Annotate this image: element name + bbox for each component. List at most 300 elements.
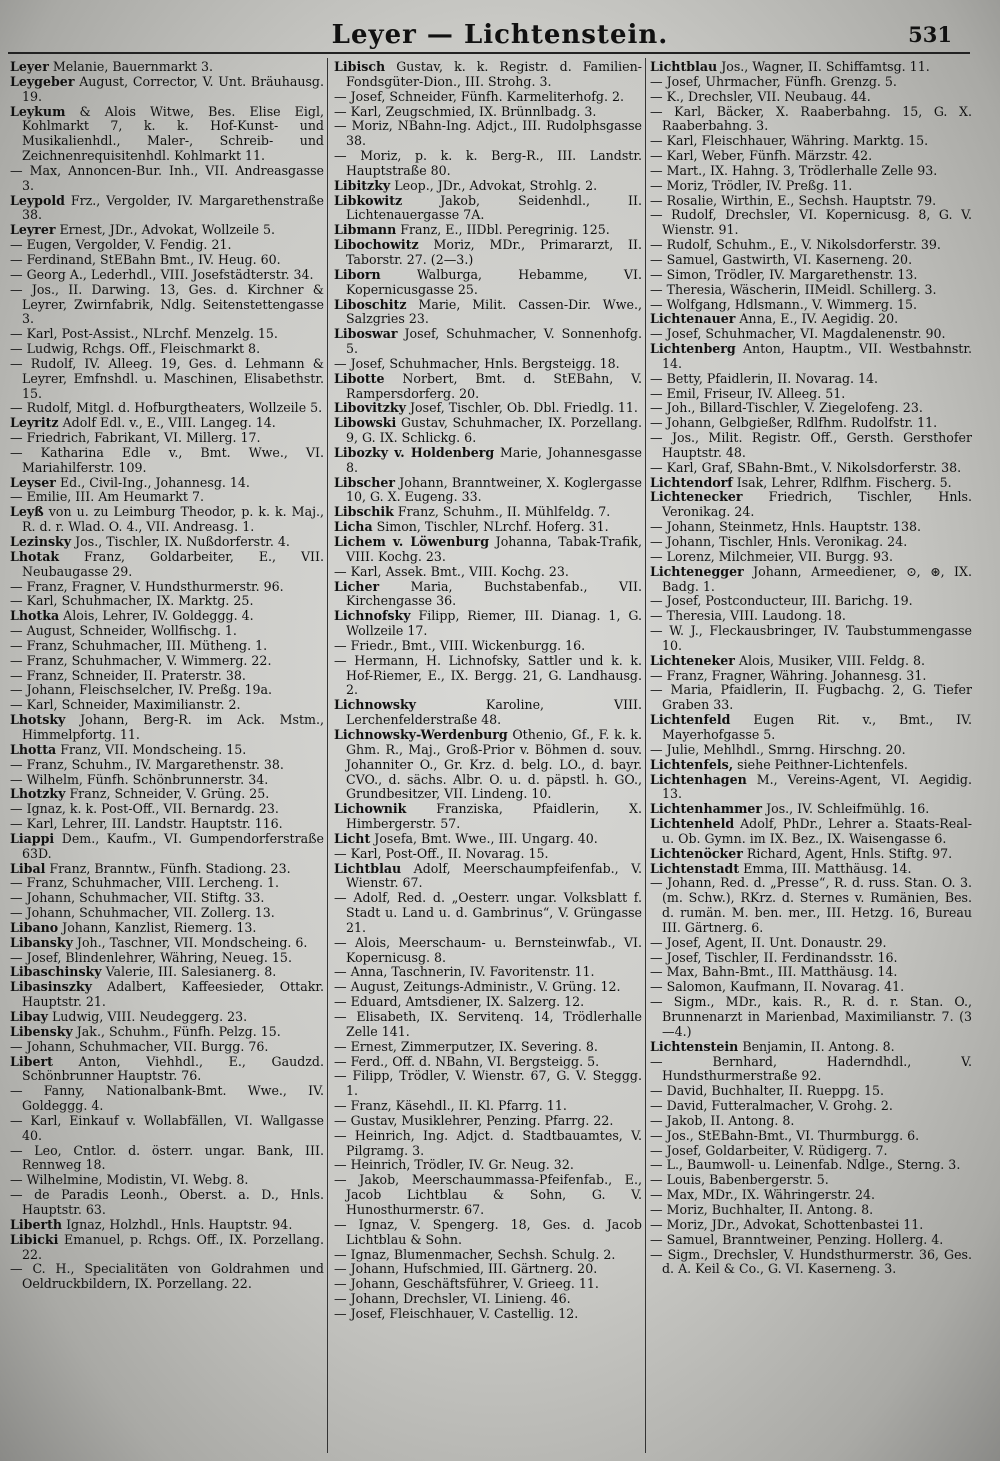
entry-details: Anna, E., IV. Aegidig. 20. <box>735 311 899 327</box>
directory-entry <box>650 1129 972 1144</box>
directory-entry <box>334 862 642 892</box>
entry-details: Isak, Lehrer, Rdlfhm. Fischerg. 5. <box>732 474 952 490</box>
directory-entry <box>334 980 642 995</box>
entry-details: Johann, Branntweiner, X. Koglergasse 10, G. X. Eugeng. 33. <box>346 474 642 505</box>
entry-details: — Bernhard, Haderndhdl., V. Hundsthurmerstraße 92. <box>650 1053 972 1084</box>
entry-details: Josef, Tischler, Ob. Dbl. Friedlg. 11. <box>405 400 638 416</box>
entry-details: — Jos., Milit. Registr. Off., Gersth. Gersthofer Hauptstr. 48. <box>650 430 972 460</box>
entry-details: — Josef, Fleischhauer, V. Castellig. 12. <box>334 1305 579 1321</box>
directory-entry <box>334 1307 642 1322</box>
directory-entry <box>650 624 972 654</box>
entry-details: Johann, Kanzlist, Riemerg. 13. <box>58 919 257 935</box>
entry-details: — Mart., IX. Hahng. 3, Trödlerhalle Zelle 93. <box>650 162 938 178</box>
directory-entry <box>650 565 972 595</box>
entry-details: & Alois Witwe, Bes. Elise Eigl, Kohlmarkt 7, k. k. Hof-Kunst- und Musikalienhdl., Maler-, Schreib- und Zeichnenrequisitenhdl. Kohlmarkt 11. <box>22 103 324 164</box>
entry-details: — Samuel, Gastwirth, VI. Kaserneng. 20. <box>650 251 913 267</box>
entry-details: — de Paradis Leonh., Oberst. a. D., Hnls. Hauptstr. 63. <box>10 1187 324 1217</box>
column-1 <box>10 60 324 1455</box>
directory-entry <box>10 1144 324 1174</box>
entry-details: — Franz, Schuhm., IV. Margarethenstr. 38. <box>10 756 284 772</box>
entry-details: — Jakob, II. Antong. 8. <box>650 1112 795 1128</box>
entry-details: — Josef, Postconducteur, III. Barichg. 19. <box>650 593 913 609</box>
entry-details: — Johann, Geschäftsführer, V. Grieeg. 11. <box>334 1276 599 1292</box>
entry-surname: Lichtenegger <box>650 563 744 579</box>
directory-entry <box>650 1248 972 1278</box>
entry-details: — Sigm., MDr., kais. R., R. d. r. Stan. O., Brunnenarzt in Marienbad, Maximilianstr. 7. (3—4.) <box>650 994 972 1039</box>
entry-details: — Karl, Post-Assist., NLrchf. Menzelg. 15. <box>10 326 278 342</box>
entry-details: — Karl, Schuhmacher, IX. Marktg. 25. <box>10 593 254 609</box>
entry-details: Melanie, Bauernmarkt 3. <box>48 60 213 74</box>
entry-details: Frz., Vergolder, IV. Margarethenstraße 38. <box>22 192 324 223</box>
entry-details: — L., Baumwoll- u. Leinenfab. Ndlge., Sterng. 3. <box>650 1157 961 1173</box>
directory-entry <box>650 1158 972 1173</box>
directory-entry <box>10 758 324 773</box>
directory-entry <box>10 1218 324 1233</box>
directory-entry <box>650 862 972 877</box>
directory-entry <box>334 1262 642 1277</box>
directory-entry <box>334 119 642 149</box>
directory-entry <box>10 164 324 194</box>
entry-surname: Lichownik <box>334 801 407 817</box>
entry-details: — Julie, Mehlhdl., Smrng. Hirschng. 20. <box>650 741 906 757</box>
directory-entry <box>334 1218 642 1248</box>
directory-entry <box>650 609 972 624</box>
entry-details: — Eugen, Vergolder, V. Fendig. 21. <box>10 237 232 253</box>
entry-details: Marie, Johannesgasse 8. <box>346 444 642 475</box>
entry-details: Adolf, PhDr., Lehrer a. Staats-Real- u. Ob. Gymn. im IX. Bez., IX. Waisengasse 6. <box>662 816 972 846</box>
entry-details: — Heinrich, Ing. Adjct. d. Stadtbauamtes, V. Pilgramg. 3. <box>334 1127 642 1158</box>
entry-details: — Leo, Cntlor. d. österr. ungar. Bank, III. Rennweg 18. <box>10 1142 324 1173</box>
directory-entry <box>10 1114 324 1144</box>
directory-entry <box>650 520 972 535</box>
entry-surname: Libitzky <box>334 177 391 193</box>
directory-entry <box>10 936 324 951</box>
entry-surname: Libaschinsky <box>10 964 102 980</box>
entry-details: Jak., Schuhm., Fünfh. Pelzg. 15. <box>72 1023 281 1039</box>
entry-surname: Libowski <box>334 415 397 431</box>
entry-details: — Max, Annoncen-Bur. Inh., VII. Andreasgasse 3. <box>10 162 324 193</box>
directory-entry <box>650 164 972 179</box>
directory-entry <box>10 787 324 802</box>
entry-details: — Joh., Billard-Tischler, V. Ziegelofeng. 23. <box>650 400 923 416</box>
directory-entry <box>10 505 324 535</box>
directory-entry <box>10 401 324 416</box>
entry-details: — Salomon, Kaufmann, II. Novarag. 41. <box>650 979 905 995</box>
entry-details: Ed., Civil-Ing., Johannesg. 14. <box>55 474 250 490</box>
directory-entry <box>650 535 972 550</box>
directory-entry <box>10 639 324 654</box>
entry-surname: Lichtendorf <box>650 474 733 490</box>
entry-details: — David, Buchhalter, II. Rueppg. 15. <box>650 1083 884 1099</box>
entry-surname: Libochowitz <box>334 237 419 253</box>
entry-details: — Sigm., Drechsler, V. Hundsthurmerstr. 36, Ges. d. A. Keil & Co., G. VI. Kaserneng. 3. <box>650 1246 972 1277</box>
directory-entry <box>334 179 642 194</box>
directory-entry <box>10 327 324 342</box>
entry-details: — Josef, Agent, II. Unt. Donaustr. 29. <box>650 934 887 950</box>
directory-entry <box>10 238 324 253</box>
entry-details: — Theresia, VIII. Laudong. 18. <box>650 608 846 624</box>
directory-entry <box>650 253 972 268</box>
entry-details: — Rudolf, Schuhm., E., V. Nikolsdorferstr. 39. <box>650 237 941 253</box>
directory-entry <box>650 1114 972 1129</box>
directory-entry <box>10 550 324 580</box>
directory-entry <box>334 936 642 966</box>
directory-entry <box>10 773 324 788</box>
entry-details: Franz, Goldarbeiter, E., VII. Neubaugasse 29. <box>22 548 324 579</box>
entry-surname: Leygeber <box>10 73 75 89</box>
directory-entry <box>650 298 972 313</box>
entry-surname: Leyritz <box>10 415 59 431</box>
directory-entry <box>10 980 324 1010</box>
entry-surname: Liappi <box>10 830 55 846</box>
entry-details: — Rudolf, IV. Alleeg. 19, Ges. d. Lehmann & Leyrer, Emfnshdl. u. Maschinen, Elisabethstr. 15. <box>10 355 324 401</box>
entry-details: — Alois, Meerschaum- u. Bernsteinwfab., VI. Kopernicusg. 8. <box>334 934 642 965</box>
entry-details: — Josef, Uhrmacher, Fünfh. Grenzg. 5. <box>650 73 897 89</box>
entry-details: — Theresia, Wäscherin, IIMeidl. Schillerg. 3. <box>650 281 937 297</box>
entry-details: — Franz, Schuhmacher, III. Mütheng. 1. <box>10 637 268 653</box>
directory-entry <box>650 758 972 773</box>
entry-details: — Ernest, Zimmerputzer, IX. Severing. 8. <box>334 1038 598 1054</box>
entry-surname: Lichtenöcker <box>650 845 743 861</box>
directory-entry <box>650 1233 972 1248</box>
directory-entry <box>10 1173 324 1188</box>
entry-details: Friedrich, Tischler, Hnls. Veronikag. 24. <box>662 489 972 520</box>
directory-entry <box>334 90 642 105</box>
entry-surname: Libisch <box>334 60 386 74</box>
directory-entry <box>10 906 324 921</box>
entry-details: — Johann, Steinmetz, Hnls. Hauptstr. 138. <box>650 519 921 535</box>
directory-entry <box>650 995 972 1040</box>
directory-entry <box>650 431 972 461</box>
directory-entry <box>650 283 972 298</box>
entry-surname: Licha <box>334 519 373 535</box>
entry-details: Josef, Schuhmacher, V. Sonnenhofg. 5. <box>346 326 642 357</box>
directory-entry <box>650 90 972 105</box>
directory-entry <box>650 951 972 966</box>
entry-details: — Johann, Schuhmacher, VII. Zollerg. 13. <box>10 905 275 921</box>
directory-entry <box>10 357 324 402</box>
directory-entry <box>334 995 642 1010</box>
directory-entry <box>650 743 972 758</box>
entry-details: — Johann, Hufschmied, III. Gärtnerg. 20. <box>334 1261 598 1277</box>
directory-entry <box>334 1173 642 1218</box>
entry-details: — Anna, Taschnerin, IV. Favoritenstr. 11. <box>334 964 595 980</box>
entry-surname: Leyser <box>10 474 56 490</box>
entry-surname: Libschik <box>334 504 394 520</box>
entry-details: Anton, Viehhdl., E., Gaudzd. Schönbrunner Hauptstr. 76. <box>22 1053 324 1084</box>
entry-details: — Karl, Fleischhauer, Währing. Marktg. 15. <box>650 133 929 149</box>
entry-details: Othenio, Gf., F. k. k. Ghm. R., Maj., Groß-Prior v. Böhmen d. souv. Johanniter O., Gr. Krz. d. belg. LO., d. bayr. CVO., d. sächs. Albr. O. u. d. päpstl. h. GO., Grundbesitzer, VII. Lindeng. 10. <box>346 726 642 802</box>
entry-surname: Lhotak <box>10 548 60 564</box>
directory-entry <box>10 802 324 817</box>
entry-details: Adolf Edl. v., E., VIII. Langeg. 14. <box>58 415 276 431</box>
entry-details: — Josef, Schuhmacher, Hnls. Bergsteigg. 18. <box>334 355 620 371</box>
entry-surname: Lezinsky <box>10 534 72 549</box>
entry-details: — Johann, Tischler, Hnls. Veronikag. 24. <box>650 534 908 549</box>
entry-details: — Ludwig, Rchgs. Off., Fleischmarkt 8. <box>10 341 261 357</box>
entry-surname: Libay <box>10 1009 48 1024</box>
directory-entry <box>650 1040 972 1055</box>
entry-surname: Lichnowsky <box>334 697 416 713</box>
entry-details: — Karl, Bäcker, X. Raaberbahng. 15, G. X. Raaberbahng. 3. <box>650 103 972 134</box>
entry-details: — Louis, Babenbergerstr. 5. <box>650 1172 829 1188</box>
entry-surname: Leyer <box>10 60 49 74</box>
entry-surname: Libozky v. Holdenberg <box>334 444 495 460</box>
entry-details: Moriz, MDr., Primararzt, II. Taborstr. 27. (2—3.) <box>346 237 642 267</box>
directory-entry <box>334 505 642 520</box>
directory-entry <box>10 283 324 328</box>
directory-entry <box>334 1158 642 1173</box>
entry-details: — Betty, Pfaidlerin, II. Novarag. 14. <box>650 370 879 386</box>
directory-entry <box>10 698 324 713</box>
entry-surname: Libasinszky <box>10 979 92 995</box>
entry-details: — Johann, Schuhmacher, VII. Burgg. 76. <box>10 1038 269 1054</box>
directory-entry <box>10 60 324 75</box>
directory-entry <box>650 490 972 520</box>
directory-entry <box>10 1055 324 1085</box>
entry-details: — Johann, Gelbgießer, Rdlfhm. Rudolfstr. 11. <box>650 415 938 431</box>
entry-details: Norbert, Bmt. d. StEBahn, V. Rampersdorferg. 20. <box>346 370 642 401</box>
entry-details: — Moriz, JDr., Advokat, Schottenbastei 11. <box>650 1216 924 1232</box>
entry-surname: Lichem v. Löwenburg <box>334 534 489 549</box>
entry-details: — Karl, Schneider, Maximilianstr. 2. <box>10 697 241 713</box>
directory-entry <box>650 1084 972 1099</box>
directory-entry <box>650 1188 972 1203</box>
entry-surname: Lichtenauer <box>650 311 736 327</box>
directory-entry <box>10 832 324 862</box>
entry-details: Josefa, Bmt. Wwe., III. Ungarg. 40. <box>370 830 598 846</box>
directory-entry <box>10 253 324 268</box>
entry-details: — K., Drechsler, VII. Neubaug. 44. <box>650 88 871 104</box>
entry-details: Gustav, k. k. Registr. d. Familien-Fondsgüter-Dion., III. Strohg. 3. <box>346 60 642 89</box>
entry-surname: Liboschitz <box>334 296 407 312</box>
entry-surname: Libensky <box>10 1023 73 1039</box>
entry-details: — Jakob, Meerschaummassa-Pfeifenfab., E., Jacob Lichtblau & Sohn, G. V. Hunosthurmerstr. 67. <box>334 1172 642 1217</box>
directory-entry <box>10 431 324 446</box>
entry-details: Simon, Tischler, NLrchf. Hoferg. 31. <box>372 519 609 535</box>
directory-entry <box>334 1114 642 1129</box>
directory-entry <box>334 535 642 565</box>
entry-details: — Wilhelmine, Modistin, VI. Webg. 8. <box>10 1172 249 1188</box>
entry-details: Franz, VII. Mondscheing. 15. <box>56 741 247 757</box>
entry-details: — Rudolf, Mitgl. d. Hofburgtheaters, Wollzeile 5. <box>10 400 323 416</box>
directory-entry <box>10 490 324 505</box>
directory-entry <box>10 1262 324 1292</box>
directory-entry <box>334 416 642 446</box>
entry-details: — Filipp, Trödler, V. Wienstr. 67, G. V. Steggg. 1. <box>334 1068 642 1099</box>
directory-entry <box>10 624 324 639</box>
entry-details: — Elisabeth, IX. Servitenq. 14, Trödlerhalle Zelle 141. <box>334 1009 642 1039</box>
entry-details: Benjamin, II. Antong. 8. <box>738 1038 895 1054</box>
directory-entry <box>650 416 972 431</box>
entry-details: M., Vereins-Agent, VI. Aegidig. 13. <box>662 771 972 802</box>
entry-details: Johann, Berg-R. im Ack. Mstm., Himmelpfortg. 11. <box>22 712 324 742</box>
directory-entry <box>650 149 972 164</box>
entry-surname: Libotte <box>334 370 385 386</box>
directory-entry <box>650 1173 972 1188</box>
entry-details: — Karl, Assek. Bmt., VIII. Kochg. 23. <box>334 563 569 579</box>
entry-details: — Josef, Schneider, Fünfh. Karmeliterhofg. 2. <box>334 88 624 104</box>
entry-details: — Eduard, Amtsdiener, IX. Salzerg. 12. <box>334 994 585 1010</box>
directory-entry <box>10 342 324 357</box>
directory-entry <box>10 654 324 669</box>
entry-details: Franz, E., IIDbl. Peregrinig. 125. <box>396 222 610 238</box>
directory-entry <box>650 550 972 565</box>
entry-details: Jos., Tischler, IX. Nußdorferstr. 4. <box>71 534 290 549</box>
directory-entry <box>650 60 972 75</box>
entry-details: Gustav, Schuhmacher, IX. Porzellang. 9, G. IX. Schlickg. 6. <box>346 415 642 446</box>
entry-details: Johann, Armeediener, ⊙, ⊛, IX. Badg. 1. <box>662 563 972 594</box>
entry-details: — Josef, Tischler, II. Ferdinandsstr. 16. <box>650 949 898 965</box>
entry-details: — Moriz, Trödler, IV. Preßg. 11. <box>650 177 853 193</box>
entry-details: — Ferd., Off. d. NBahn, VI. Bergsteigg. 5. <box>334 1053 600 1069</box>
directory-entry <box>334 327 642 357</box>
directory-entry <box>650 179 972 194</box>
entry-details: — Maria, Pfaidlerin, II. Fugbachg. 2, G. Tiefer Graben 33. <box>650 682 972 713</box>
directory-entry <box>334 728 642 802</box>
entry-surname: Lhotta <box>10 741 57 757</box>
directory-entry <box>10 223 324 238</box>
entry-details: Eugen Rit. v., Bmt., IV. Mayerhofgasse 5. <box>662 712 972 742</box>
directory-entry <box>650 669 972 684</box>
directory-entry <box>334 105 642 120</box>
entry-details: — Franz, Schuhmacher, V. Wimmerg. 22. <box>10 652 272 668</box>
entry-surname: Lichtblau <box>334 860 402 876</box>
entry-surname: Libovitzky <box>334 400 406 416</box>
entry-surname: Lichtenfeld <box>650 712 731 728</box>
entry-details: — Jos., II. Darwing. 13, Ges. d. Kirchner & Leyrer, Zwirnfabrik, Ndlg. Seitenstettengasse 3. <box>10 281 324 327</box>
entry-details: — Hermann, H. Lichnofsky, Sattler und k. k. Hof-Riemer, E., IX. Bergg. 21, G. Landhausg. 2. <box>334 652 642 698</box>
entry-details: — Adolf, Red. d. „Oesterr. ungar. Volksblatt f. Stadt u. Land u. d. Gambrinus“, V. Grüngasse 21. <box>334 890 642 935</box>
directory-entry <box>334 639 642 654</box>
entry-details: — Johann, Schuhmacher, VII. Stiftg. 33. <box>10 890 265 906</box>
entry-details: — Karl, Lehrer, III. Landstr. Hauptstr. 116. <box>10 816 283 832</box>
directory-entry <box>10 817 324 832</box>
entry-details: Filipp, Riemer, III. Dianag. 1, G. Wollzeile 17. <box>346 608 642 639</box>
directory-entry <box>334 401 642 416</box>
entry-surname: Licht <box>334 830 371 846</box>
entry-surname: Lichtenstadt <box>650 860 740 876</box>
entry-details: Valerie, III. Salesianerg. 8. <box>101 964 277 980</box>
entry-details: Ignaz, Holzhdl., Hnls. Hauptstr. 94. <box>62 1216 293 1232</box>
entry-details: Jos., Wagner, II. Schiffamtsg. 11. <box>717 60 930 74</box>
entry-details: — David, Futteralmacher, V. Grohg. 2. <box>650 1098 893 1114</box>
directory-entry <box>10 476 324 491</box>
entry-details: — Samuel, Branntweiner, Penzing. Hollerg. 4. <box>650 1231 944 1247</box>
entry-surname: Libkowitz <box>334 192 403 208</box>
entry-surname: Liboswar <box>334 326 398 342</box>
entry-surname: Lichtenberg <box>650 341 736 357</box>
directory-entry <box>334 609 642 639</box>
entry-details: — Karl, Graf, SBahn-Bmt., V. Nikolsdorferstr. 38. <box>650 459 962 475</box>
entry-surname: Lichtenhammer <box>650 801 763 817</box>
entry-details: — Ferdinand, StEBahn Bmt., IV. Heug. 60. <box>10 251 281 267</box>
directory-entry <box>10 683 324 698</box>
entry-surname: Leykum <box>10 103 66 119</box>
entry-surname: Lhotzky <box>10 786 66 802</box>
directory-entry <box>650 312 972 327</box>
directory-entry <box>650 594 972 609</box>
directory-entry <box>334 580 642 610</box>
entry-surname: Leypold <box>10 192 65 208</box>
directory-entry <box>334 1010 642 1040</box>
entry-surname: Libicki <box>10 1231 59 1247</box>
directory-entry <box>650 342 972 372</box>
entry-details: Emanuel, p. Rchgs. Off., IX. Porzellang. 22. <box>22 1231 324 1262</box>
directory-entry <box>10 1188 324 1218</box>
directory-entry <box>650 1099 972 1114</box>
entry-details: — W. J., Fleckausbringer, IV. Taubstummengasse 10. <box>650 623 972 653</box>
directory-entry <box>334 698 642 728</box>
directory-entry <box>650 461 972 476</box>
entry-details: Adolf, Meerschaumpfeifenfab., V. Wienstr. 67. <box>346 860 642 891</box>
entry-details: Leop., JDr., Advokat, Strohlg. 2. <box>390 177 598 193</box>
entry-details: — Karl, Einkauf v. Wollabfällen, VI. Wallgasse 40. <box>10 1112 324 1143</box>
directory-entry <box>334 1292 642 1307</box>
directory-entry <box>650 773 972 803</box>
entry-details: — Franz, Fragner, Währing. Johannesg. 31. <box>650 667 927 683</box>
directory-entry <box>334 832 642 847</box>
directory-entry <box>334 1129 642 1159</box>
entry-details: — Johann, Drechsler, VI. Linieng. 46. <box>334 1291 571 1307</box>
entry-details: — Wilhelm, Fünfh. Schönbrunnerstr. 34. <box>10 771 269 787</box>
entry-details: Alois, Musiker, VIII. Feldg. 8. <box>734 652 925 668</box>
directory-entry <box>10 535 324 550</box>
entry-details: Jos., IV. Schleifmühlg. 16. <box>762 801 930 817</box>
directory-entry <box>10 1010 324 1025</box>
entry-details: Joh., Taschner, VII. Mondscheing. 6. <box>72 934 308 950</box>
entry-details: — Simon, Trödler, IV. Margarethenstr. 13. <box>650 266 918 282</box>
entry-surname: Lichnofsky <box>334 608 411 624</box>
entry-details: — Karl, Post-Off., II. Novarag. 15. <box>334 845 549 861</box>
column-2 <box>334 60 642 1455</box>
directory-entry <box>650 654 972 669</box>
entry-details: Dem., Kaufm., VI. Gumpendorferstraße 63D. <box>22 830 324 861</box>
directory-entry <box>650 105 972 135</box>
directory-entry <box>10 951 324 966</box>
entry-details: — Ignaz, V. Spengerg. 18, Ges. d. Jacob Lichtblau & Sohn. <box>334 1216 642 1247</box>
entry-details: Franz, Schneider, V. Grüng. 25. <box>65 786 270 802</box>
entry-details: — August, Schneider, Wollfischg. 1. <box>10 623 237 639</box>
entry-details: — Heinrich, Trödler, IV. Gr. Neug. 32. <box>334 1157 574 1173</box>
entry-details: — August, Zeitungs-Administr., V. Grüng. 12. <box>334 979 621 995</box>
entry-details: — Moriz, Buchhalter, II. Antong. 8. <box>650 1201 874 1217</box>
entry-surname: Libano <box>10 919 59 935</box>
directory-entry <box>10 891 324 906</box>
directory-entry <box>334 1099 642 1114</box>
entry-details: — Katharina Edle v., Bmt. Wwe., VI. Mariahilferstr. 109. <box>10 444 324 475</box>
directory-entry <box>334 1069 642 1099</box>
entry-details: Ernest, JDr., Advokat, Wollzeile 5. <box>55 222 275 238</box>
entry-details: — Jos., StEBahn-Bmt., VI. Thurmburgg. 6. <box>650 1127 920 1143</box>
page-title: Leyer — Lichtenstein. <box>331 20 669 50</box>
directory-entry <box>334 372 642 402</box>
entry-surname: Libal <box>10 860 46 876</box>
entry-details: Jakob, Seidenhdl., II. Lichtenauergasse 7A. <box>346 192 642 223</box>
entry-details: — Franz, Fragner, V. Hundsthurmerstr. 96. <box>10 578 284 594</box>
directory-entry <box>10 1040 324 1055</box>
directory-entry <box>650 194 972 209</box>
directory-entry <box>334 1277 642 1292</box>
entry-details: — Lorenz, Milchmeier, VII. Burgg. 93. <box>650 548 893 564</box>
entry-details: — Max, Bahn-Bmt., III. Matthäusg. 14. <box>650 964 898 980</box>
directory-entry <box>650 876 972 935</box>
entry-details: — C. H., Specialitäten von Goldrahmen und Oeldruckbildern, IX. Porzellang. 22. <box>10 1261 324 1292</box>
entry-details: — Moriz, NBahn-Ing. Adjct., III. Rudolphsgasse 38. <box>334 118 642 149</box>
directory-entry <box>334 238 642 268</box>
entry-details: — Josef, Goldarbeiter, V. Rüdigerg. 7. <box>650 1142 888 1158</box>
entry-details: siehe Peithner-Lichtenfels. <box>733 756 908 772</box>
